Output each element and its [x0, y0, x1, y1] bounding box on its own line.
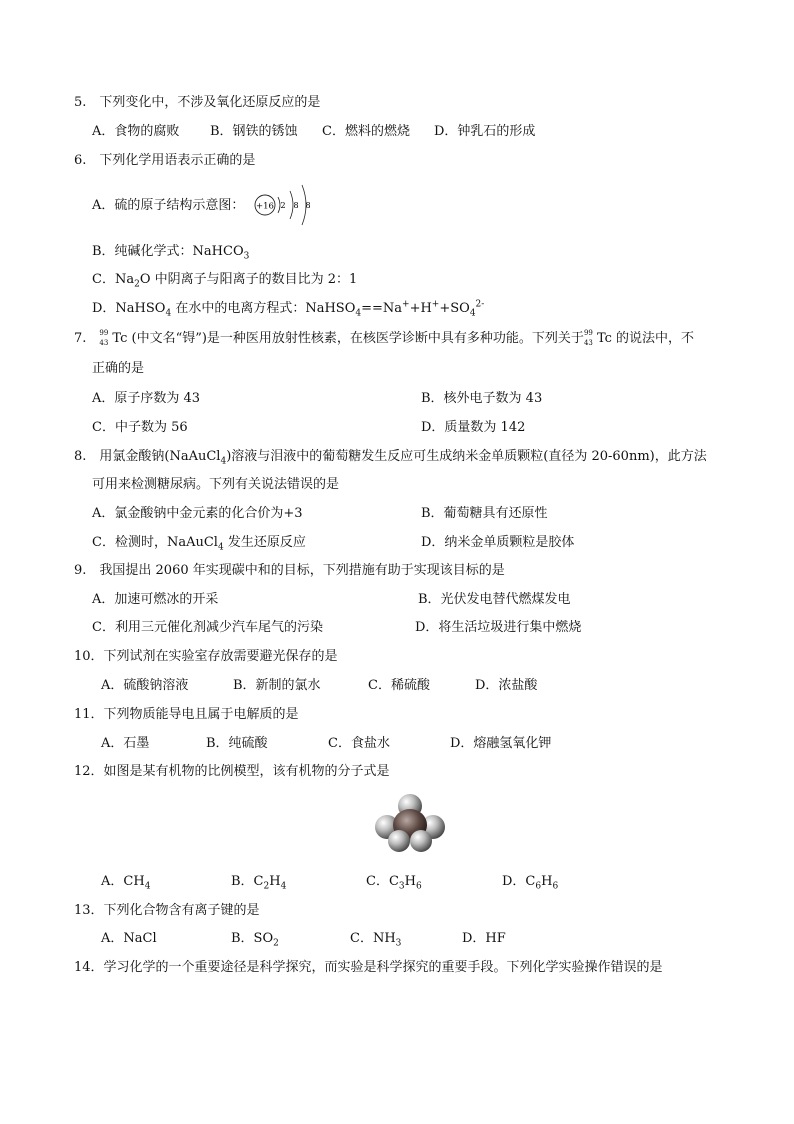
q11-option-d: D．熔融氢氧化钾 — [450, 736, 552, 751]
atom-nucleus-charge: +16 — [256, 201, 274, 212]
q8-stem-line1: 8. 用氯金酸钠(NaAuCl$_4$)溶液与泪液中的葡萄糖发生反应可生成纳米金单质颗粒(直径为 20-60nm)，此方法 — [74, 449, 707, 467]
q8-option-d: D．纳米金单质颗粒是胶体 — [421, 535, 575, 550]
q10-option-b: B．新制的氯水 — [233, 678, 321, 693]
q6-option-c: C．$Na_2O$ 中阴离子与阳离子的数目比为 2：1 — [92, 272, 358, 290]
q6-option-d: D．NaHSO$_4$ 在水中的电离方程式：$NaHSO_4==Na^++H^++SO_4^{2-}$ — [92, 299, 485, 319]
q11-option-b: B．纯硫酸 — [206, 736, 268, 751]
q5-option-c: C．燃料的燃烧 — [322, 124, 410, 139]
q13-option-d: D．HF — [462, 931, 506, 946]
q11-option-a: A．石墨 — [101, 736, 150, 751]
q8-option-b: B．葡萄糖具有还原性 — [421, 506, 548, 521]
q12-stem: 12．如图是某有机物的比例模型，该有机物的分子式是 — [74, 764, 390, 779]
q10-option-a: A．硫酸钠溶液 — [101, 678, 189, 693]
q13-stem: 13．下列化合物含有离子键的是 — [74, 903, 260, 918]
q7-option-c: C．中子数为 56 — [92, 420, 188, 435]
q7-option-d: D．质量数为 142 — [421, 420, 526, 435]
q14-stem: 14．学习化学的一个重要途径是科学探究，而实验是科学探究的重要手段。下列化学实验操作错误的是 — [74, 960, 663, 975]
q13-option-c: C．$NH_3$ — [350, 931, 402, 949]
q10-option-c: C．稀硫酸 — [368, 678, 430, 693]
q5-stem: 5. 下列变化中，不涉及氧化还原反应的是 — [74, 95, 321, 110]
q7-stem-line2: 正确的是 — [92, 361, 145, 376]
q9-stem: 9. 我国提出 2060 年实现碳中和的目标，下列措施有助于实现该目标的是 — [74, 563, 505, 578]
q8-stem-line2: 可用来检测糖尿病。下列有关说法错误的是 — [92, 477, 340, 492]
shell-1-electrons: 2 — [280, 201, 286, 210]
q10-stem: 10．下列试剂在实验室存放需要避光保存的是 — [74, 649, 338, 664]
tc-nuclide-notation: 99 43 — [99, 329, 109, 347]
shell-3-electrons: 8 — [305, 201, 311, 210]
tc-nuclide-notation-2: 99 43 — [583, 329, 593, 347]
q7-option-b: B．核外电子数为 43 — [421, 391, 543, 406]
q12-option-c: C．$C_3H_6$ — [366, 874, 422, 892]
q6-option-b: B．纯碱化学式：NaHCO$_3$ — [92, 244, 250, 262]
q9-option-b: B．光伏发电替代燃煤发电 — [418, 592, 571, 607]
q6-stem: 6. 下列化学用语表示正确的是 — [74, 153, 256, 168]
ethane-space-filling-model — [370, 790, 450, 860]
q5-option-b: B．钢铁的锈蚀 — [210, 124, 298, 139]
q9-option-c: C．利用三元催化剂减少汽车尾气的污染 — [92, 620, 323, 635]
q9-option-a: A．加速可燃冰的开采 — [92, 592, 219, 607]
q6-option-a-label: A．硫的原子结构示意图： — [92, 198, 245, 213]
q9-option-d: D．将生活垃圾进行集中燃烧 — [415, 620, 582, 635]
q12-option-b: B．$C_2H_4$ — [231, 874, 287, 892]
q11-option-c: C．食盐水 — [328, 736, 390, 751]
q10-option-d: D．浓盐酸 — [475, 678, 538, 693]
hydrogen-atom-bottom-right — [410, 830, 432, 852]
q11-stem: 11．下列物质能导电且属于电解质的是 — [74, 707, 299, 722]
q12-option-d: D．$C_6H_6$ — [502, 874, 559, 892]
q13-option-a: A．NaCl — [101, 931, 157, 946]
sulfur-atom-structure-diagram — [252, 182, 322, 228]
q12-option-a: A．$CH_4$ — [101, 874, 151, 892]
q5-option-a: A．食物的腐败 — [92, 124, 180, 139]
q8-option-a: A．氯金酸钠中金元素的化合价为+3 — [92, 506, 303, 521]
shell-2-electrons: 8 — [293, 201, 299, 210]
q13-option-b: B．$SO_2$ — [231, 931, 279, 949]
hydrogen-atom-bottom-left — [388, 830, 410, 852]
q7-stem-line1: 7. 99 43 Tc (中文名“锝”)是一种医用放射性核素，在核医学诊断中具有多种功能。下列关于 99 43 Tc 的说法中，不 — [74, 329, 695, 347]
q8-option-c: C．检测时，NaAuCl$_4$ 发生还原反应 — [92, 535, 306, 553]
q7-option-a: A．原子序数为 43 — [92, 391, 201, 406]
q5-option-d: D．钟乳石的形成 — [434, 124, 536, 139]
